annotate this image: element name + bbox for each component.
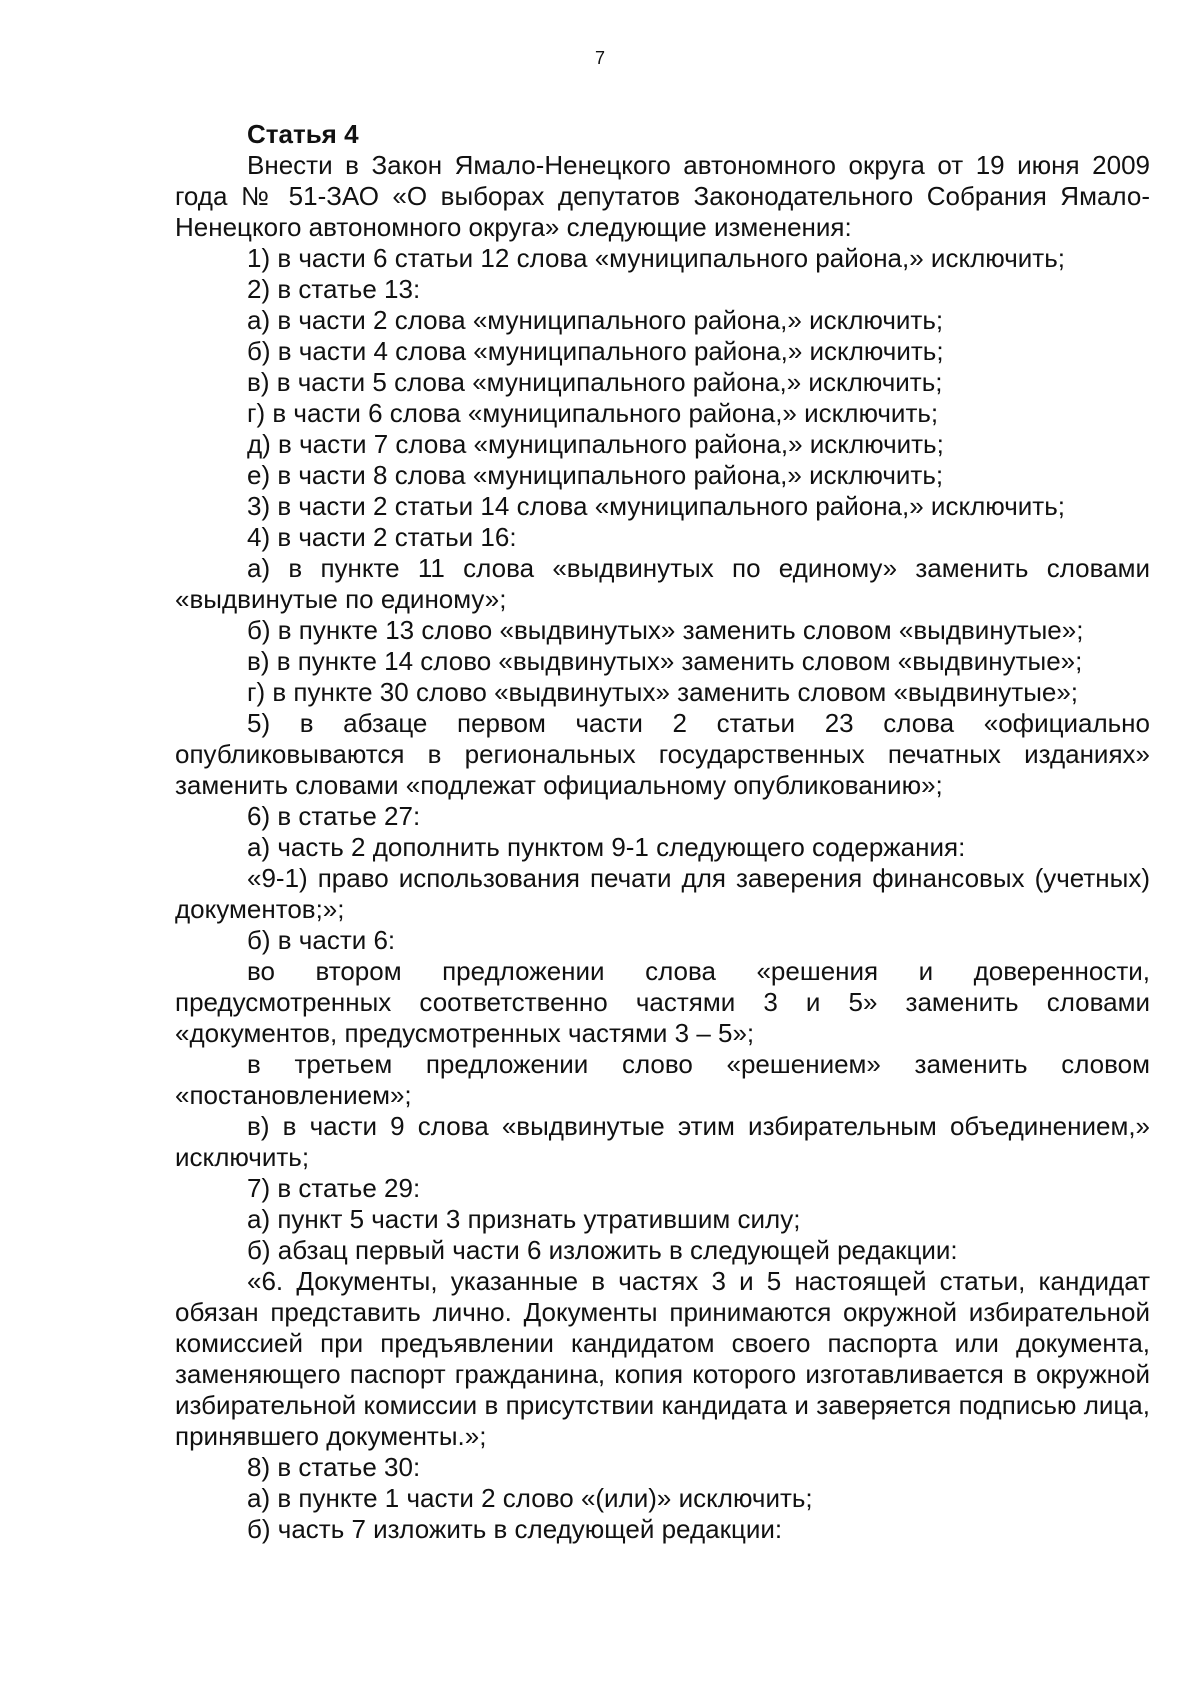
paragraph: в) в части 5 слова «муниципального района,» исключить;	[247, 367, 943, 397]
document-body	[175, 118, 1150, 1545]
paragraph: а) в пункте 1 части 2 слово «(или)» исключить;	[247, 1483, 813, 1513]
paragraph: а) в части 2 слова «муниципального района,» исключить;	[247, 305, 944, 335]
paragraph: 1) в части 6 статьи 12 слова «муниципального района,» исключить;	[247, 243, 1065, 273]
paragraph: б) абзац первый части 6 изложить в следующей редакции:	[247, 1235, 958, 1265]
paragraph: «9-1) право использования печати для заверения финансовых (учетных) документов;»;	[175, 863, 1150, 924]
paragraph: 6) в статье 27:	[247, 801, 421, 831]
paragraph: в третьем предложении слово «решением» заменить словом «постановлением»;	[175, 1049, 1150, 1110]
paragraph: а) пункт 5 части 3 признать утратившим силу;	[247, 1204, 801, 1234]
article-heading: Статья 4	[247, 119, 359, 149]
paragraph: б) в части 4 слова «муниципального района,» исключить;	[247, 336, 944, 366]
paragraph: 8) в статье 30:	[247, 1452, 421, 1482]
paragraph: г) в пункте 30 слово «выдвинутых» заменить словом «выдвинутые»;	[247, 677, 1079, 707]
paragraph: в) в пункте 14 слово «выдвинутых» заменить словом «выдвинутые»;	[247, 646, 1083, 676]
paragraph: 2) в статье 13:	[247, 274, 421, 304]
paragraph: а) часть 2 дополнить пунктом 9-1 следующего содержания:	[247, 832, 966, 862]
paragraph: 4) в части 2 статьи 16:	[247, 522, 517, 552]
paragraph: 5) в абзаце первом части 2 статьи 23 слова «официально опубликовываются в региональных государственных печатных изданиях» заменить словами «подлежат официальному опубликованию»;	[175, 708, 1150, 800]
paragraph: 3) в части 2 статьи 14 слова «муниципального района,» исключить;	[247, 491, 1065, 521]
page-number: 7	[594, 48, 605, 68]
paragraph: б) в пункте 13 слово «выдвинутых» заменить словом «выдвинутые»;	[247, 615, 1084, 645]
paragraph: б) часть 7 изложить в следующей редакции:	[247, 1514, 783, 1544]
paragraph: «6. Документы, указанные в частях 3 и 5 настоящей статьи, кандидат обязан представить лично. Документы принимаются окружной избирательной комиссией при предъявлении кандидатом своего паспорта или документа, заменяющего паспорт гражданина, копия которого изготавливается в окружной избирательной комиссии в присутствии кандидата и заверяется подписью лица, принявшего документы.»;	[175, 1266, 1150, 1451]
paragraph: Внести в Закон Ямало-Ненецкого автономного округа от 19 июня 2009 года № 51-ЗАО «О выборах депутатов Законодательного Собрания Ямало-Ненецкого автономного округа» следующие изменения:	[175, 150, 1150, 242]
paragraph: е) в части 8 слова «муниципального района,» исключить;	[247, 460, 944, 490]
paragraph: г) в части 6 слова «муниципального района,» исключить;	[247, 398, 939, 428]
paragraph: б) в части 6:	[247, 925, 396, 955]
paragraph: 7) в статье 29:	[247, 1173, 421, 1203]
paragraph: д) в части 7 слова «муниципального района,» исключить;	[247, 429, 944, 459]
paragraph: в) в части 9 слова «выдвинутые этим избирательным объединением,» исключить;	[175, 1111, 1150, 1172]
paragraph: во втором предложении слова «решения и доверенности, предусмотренных соответственно частями 3 и 5» заменить словами «документов, предусмотренных частями 3 – 5»;	[175, 956, 1150, 1048]
paragraph: а) в пункте 11 слова «выдвинутых по единому» заменить словами «выдвинутые по единому»;	[175, 553, 1150, 614]
